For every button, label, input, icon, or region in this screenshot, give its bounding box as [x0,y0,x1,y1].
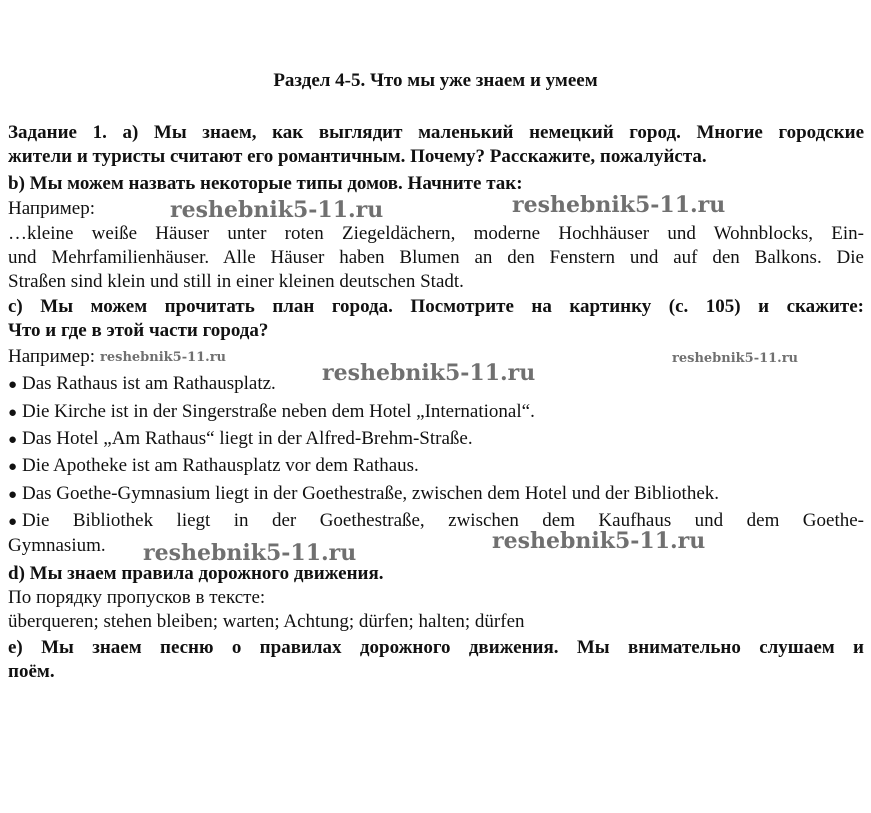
task-b-text-line-1: …kleine weiße Häuser unter roten Ziegeldächern, moderne Hochhäuser und Wohnblocks, Ein- [8,223,864,244]
task-b-example-label: Например: [8,198,95,219]
bullet-continuation: Gymnasium. [8,535,106,556]
bullet-icon: ● [8,514,18,530]
task-d-title: d) Мы знаем правила дорожного движения. [8,563,384,584]
task-c-line-1: c) Мы можем прочитать план города. Посмотрите на картинку (с. 105) и скажите: [8,296,864,317]
task-d-line-2: überqueren; stehen bleiben; warten; Achtung; dürfen; halten; dürfen [8,611,525,632]
bullet-item [8,455,864,478]
bullet-icon: ● [8,487,18,503]
watermark: reshebnik5-11.ru [143,540,357,566]
watermark: reshebnik5-11.ru [100,350,227,365]
bullet-text: Die Bibliothek liegt in der Goethestraße, zwischen dem Kaufhaus und dem Goethe- [22,510,864,531]
task-b-text-line-2: und Mehrfamilienhäuser. Alle Häuser haben Blumen an den Fenstern und auf den Balkons. Die [8,247,864,268]
bullet-item [8,510,864,533]
bullet-text: Das Rathaus ist am Rathausplatz. [22,373,276,394]
bullet-icon: ● [8,405,18,421]
bullet-item [8,401,864,424]
task-b-text-line-3: Straßen sind klein und still in einer kleinen deutschen Stadt. [8,271,464,292]
watermark: reshebnik5-11.ru [492,528,706,554]
bullet-icon: ● [8,432,18,448]
task-e-line-1: e) Мы знаем песню о правилах дорожного движения. Мы внимательно слушаем и [8,637,864,658]
bullet-icon: ● [8,459,18,475]
watermark: reshebnik5-11.ru [672,351,799,366]
task-a-line-2: жители и туристы считают его романтичным. Почему? Расскажите, пожалуйста. [8,146,707,167]
task-b-title: b) Мы можем назвать некоторые типы домов. Начните так: [8,173,523,194]
bullet-text: Die Kirche ist in der Singerstraße neben dem Hotel „International“. [22,401,535,422]
bullet-icon: ● [8,377,18,393]
bullet-text: Das Goethe-Gymnasium liegt in der Goethestraße, zwischen dem Hotel und der Bibliothek. [22,483,720,504]
bullet-text: Die Apotheke ist am Rathausplatz vor dem Rathaus. [22,455,419,476]
task-c-line-2: Что и где в этой части города? [8,320,269,341]
watermark: reshebnik5-11.ru [512,192,726,218]
task-a-line-1: Задание 1. a) Мы знаем, как выглядит маленький немецкий город. Многие городские [8,122,864,143]
watermark: reshebnik5-11.ru [322,360,536,386]
bullet-item [8,483,864,506]
bullet-text: Das Hotel „Am Rathaus“ liegt in der Alfred-Brehm-Straße. [22,428,473,449]
task-c-example-label: Например: [8,346,95,367]
task-e-line-2: поём. [8,661,55,682]
task-d-line-1: По порядку пропусков в тексте: [8,587,266,608]
watermark: reshebnik5-11.ru [170,197,384,223]
section-heading: Раздел 4-5. Что мы уже знаем и умеем [273,70,598,91]
bullet-item [8,428,864,451]
